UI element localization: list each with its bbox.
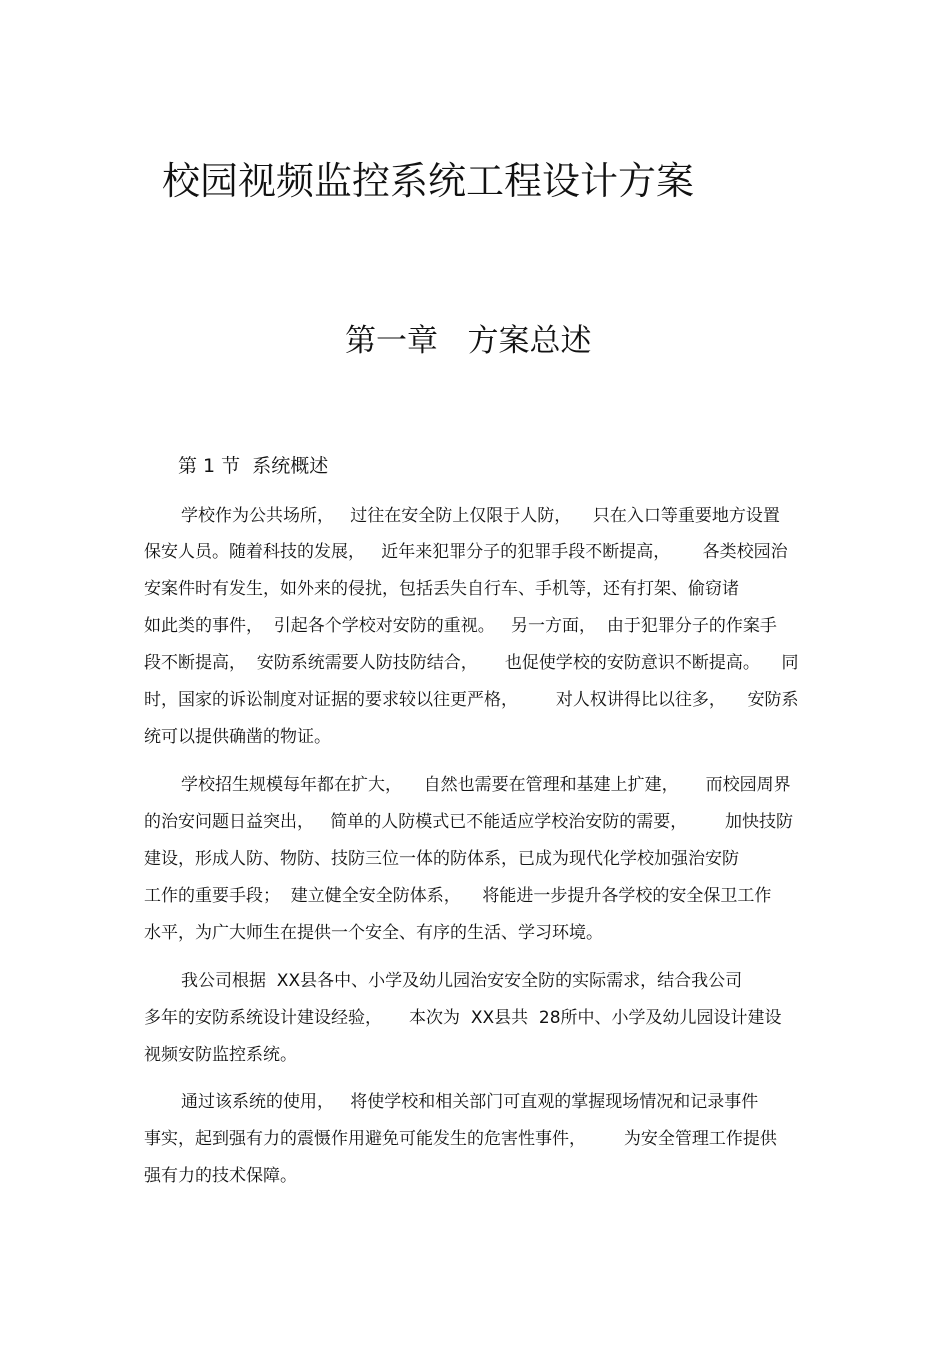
paragraph-line: 强有力的技术保障。 [144, 1166, 297, 1186]
section-heading: 第 1 节 系统概述 [178, 455, 329, 477]
paragraph-line: 多年的安防系统设计建设经验， 本次为 XX县共 28所中、小学及幼儿园设计建设 [144, 1008, 782, 1028]
paragraph-line: 通过该系统的使用， 将使学校和相关部门可直观的掌握现场情况和记录事件 [181, 1092, 759, 1112]
paragraph-line: 时，国家的诉讼制度对证据的要求较以往更严格， 对人权讲得比以往多， 安防系 [144, 690, 799, 710]
paragraph-line: 学校招生规模每年都在扩大， 自然也需要在管理和基建上扩建， 而校园周界 [181, 775, 791, 795]
paragraph-line: 视频安防监控系统。 [144, 1045, 297, 1065]
paragraph-line: 工作的重要手段； 建立健全安全防体系， 将能进一步提升各学校的安全保卫工作 [144, 886, 772, 906]
paragraph-line: 安案件时有发生，如外来的侵扰，包括丢失自行车、手机等，还有打架、偷窃诸 [144, 579, 739, 599]
chapter-heading: 第一章 方案总述 [345, 323, 592, 359]
document-title: 校园视频监控系统工程设计方案 [162, 159, 695, 203]
paragraph-line: 保安人员。随着科技的发展， 近年来犯罪分子的犯罪手段不断提高， 各类校园治 [144, 542, 788, 562]
paragraph-line: 水平，为广大师生在提供一个安全、有序的生活、学习环境。 [144, 923, 603, 943]
paragraph-line: 统可以提供确凿的物证。 [144, 727, 331, 747]
paragraph-line: 学校作为公共场所， 过往在安全防上仅限于人防， 只在入口等重要地方设置 [181, 506, 780, 526]
paragraph-line: 建设，形成人防、物防、技防三位一体的防体系，已成为现代化学校加强治安防 [144, 849, 739, 869]
paragraph-line: 段不断提高， 安防系统需要人防技防结合， 也促使学校的安防意识不断提高。 同 [144, 653, 799, 673]
paragraph-line: 事实，起到强有力的震慑作用避免可能发生的危害性事件， 为安全管理工作提供 [144, 1129, 777, 1149]
paragraph-line: 我公司根据 XX县各中、小学及幼儿园治安安全防的实际需求，结合我公司 [181, 971, 743, 991]
paragraph-line: 如此类的事件， 引起各个学校对安防的重视。 另一方面， 由于犯罪分子的作案手 [144, 616, 777, 636]
paragraph-line: 的治安问题日益突出， 简单的人防模式已不能适应学校治安防的需要， 加快技防 [144, 812, 794, 832]
